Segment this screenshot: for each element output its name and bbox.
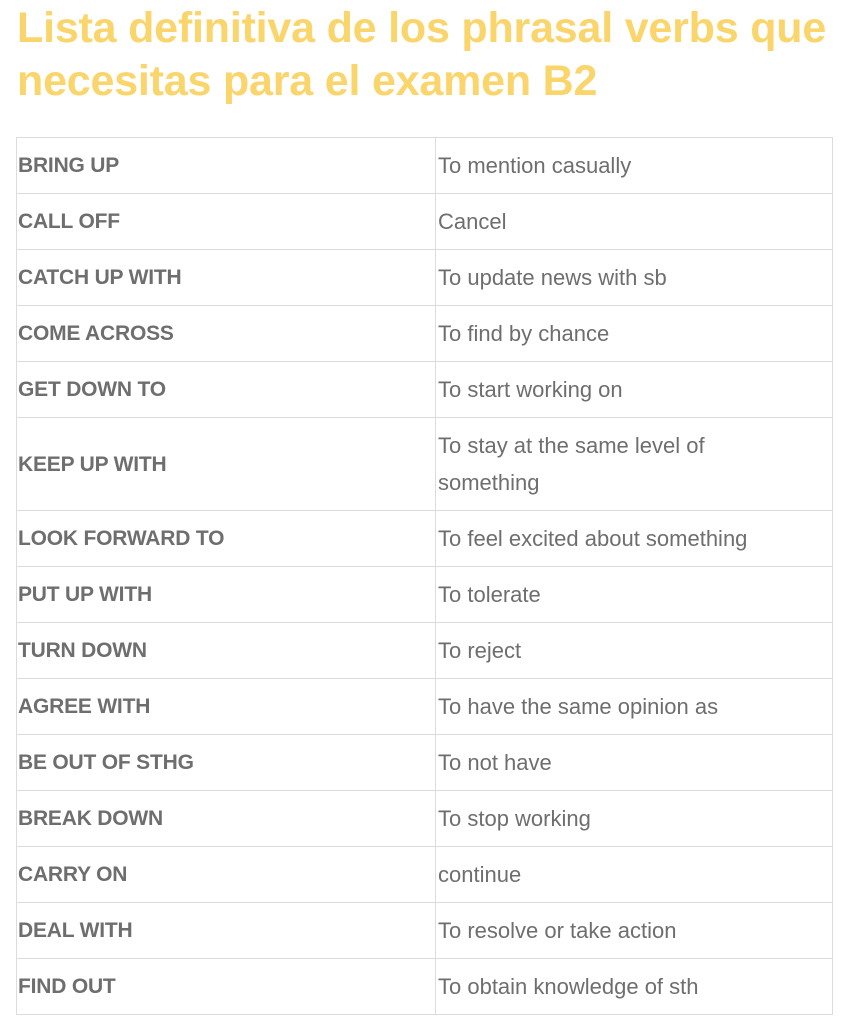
table-row <box>17 418 833 511</box>
phrasal-verbs-table <box>16 137 833 1015</box>
meaning-cell: To tolerate <box>436 567 833 623</box>
meaning-cell: To feel excited about something <box>436 511 833 567</box>
meaning-cell: Cancel <box>436 194 833 250</box>
table-row <box>17 362 833 418</box>
phrasal-verb-cell: BRING UP <box>17 138 436 194</box>
phrasal-verb-cell: CARRY ON <box>17 847 436 903</box>
meaning-cell: To mention casually <box>436 138 833 194</box>
page-title: Lista definitiva de los phrasal verbs que necesitas para el examen B2 <box>17 4 827 105</box>
table-row <box>17 194 833 250</box>
table-row <box>17 306 833 362</box>
meaning-cell: To stay at the same level of something <box>436 418 833 511</box>
meaning-cell: continue <box>436 847 833 903</box>
phrasal-verb-cell: PUT UP WITH <box>17 567 436 623</box>
phrasal-verb-cell: FIND OUT <box>17 959 436 1015</box>
phrasal-verb-cell: CALL OFF <box>17 194 436 250</box>
meaning-cell: To obtain knowledge of sth <box>436 959 833 1015</box>
table-row <box>17 623 833 679</box>
phrasal-verb-cell: GET DOWN TO <box>17 362 436 418</box>
phrasal-verb-cell: AGREE WITH <box>17 679 436 735</box>
phrasal-verb-cell: BE OUT OF STHG <box>17 735 436 791</box>
meaning-cell: To update news with sb <box>436 250 833 306</box>
phrasal-verb-cell: TURN DOWN <box>17 623 436 679</box>
table-row <box>17 567 833 623</box>
table-row <box>17 250 833 306</box>
table-row <box>17 511 833 567</box>
table-row <box>17 903 833 959</box>
phrasal-verb-cell: KEEP UP WITH <box>17 418 436 511</box>
table-row <box>17 959 833 1015</box>
meaning-cell: To reject <box>436 623 833 679</box>
phrasal-verb-cell: BREAK DOWN <box>17 791 436 847</box>
meaning-cell: To stop working <box>436 791 833 847</box>
table-row <box>17 791 833 847</box>
table-row <box>17 679 833 735</box>
phrasal-verb-cell: CATCH UP WITH <box>17 250 436 306</box>
phrasal-verb-cell: DEAL WITH <box>17 903 436 959</box>
table-row <box>17 138 833 194</box>
meaning-cell: To start working on <box>436 362 833 418</box>
table-row <box>17 735 833 791</box>
meaning-cell: To find by chance <box>436 306 833 362</box>
meaning-cell: To not have <box>436 735 833 791</box>
meaning-cell: To resolve or take action <box>436 903 833 959</box>
phrasal-verb-cell: LOOK FORWARD TO <box>17 511 436 567</box>
table-row <box>17 847 833 903</box>
meaning-cell: To have the same opinion as <box>436 679 833 735</box>
phrasal-verb-cell: COME ACROSS <box>17 306 436 362</box>
